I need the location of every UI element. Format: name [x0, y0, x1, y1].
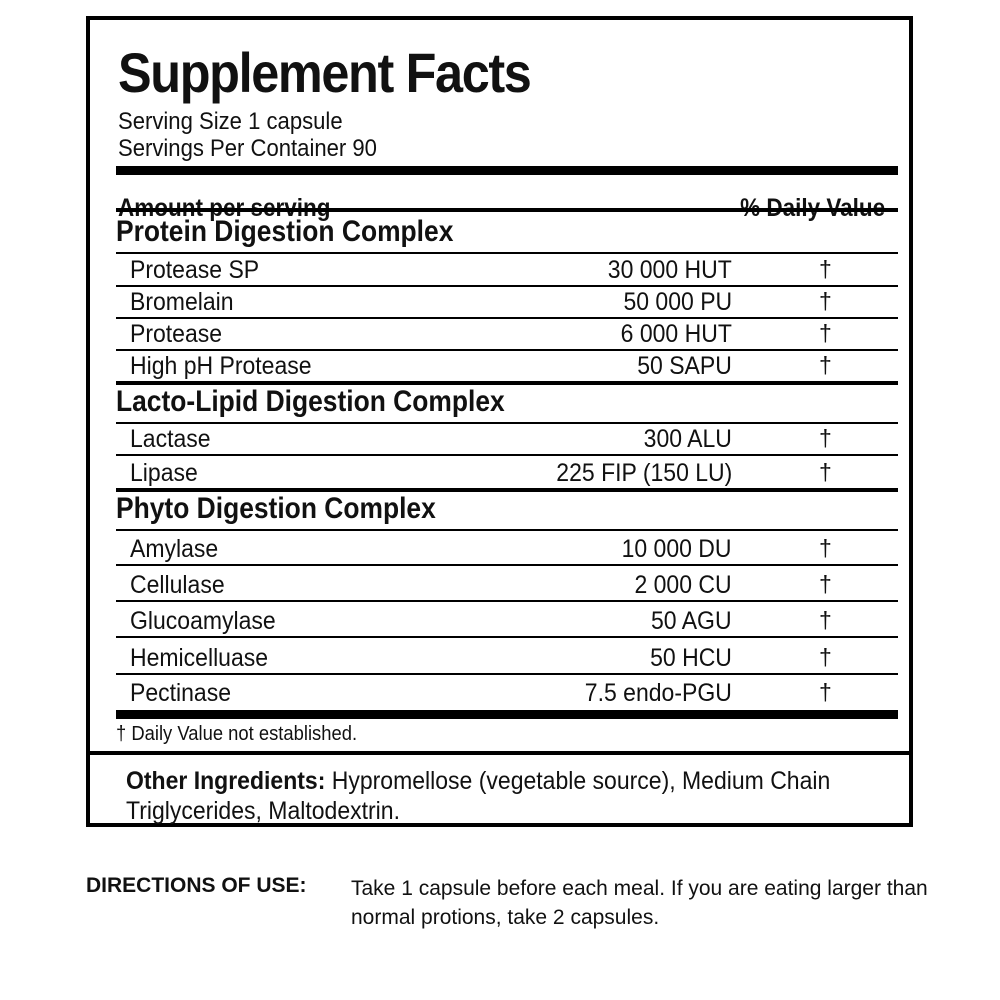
dagger-mark: † — [819, 571, 832, 597]
directions-text: Take 1 capsule before each meal. If you are eating larger than normal protions, take 2 capsules. — [351, 877, 928, 929]
servings-per-container: Servings Per Container 90 — [118, 135, 377, 162]
nutrient-amount: 6 000 HUT — [620, 320, 732, 348]
dagger-mark: † — [819, 459, 832, 485]
nutrient-row — [130, 566, 898, 600]
other-ingredients-text: Hypromellose (vegetable source), Medium Chain Triglycerides, Maltodextrin. — [126, 767, 831, 825]
nutrient-amount: 2 000 CU — [634, 571, 732, 599]
dagger-mark: † — [819, 535, 832, 561]
thick-rule-top — [116, 166, 898, 175]
group-title-phyto: Phyto Digestion Complex — [116, 492, 436, 525]
dagger-mark: † — [819, 644, 832, 670]
dagger-mark: † — [819, 288, 832, 314]
dagger-mark: † — [819, 256, 832, 282]
dagger-mark: † — [819, 679, 832, 705]
supplement-facts-panel — [86, 16, 913, 827]
dagger-mark: † — [819, 425, 832, 451]
nutrient-amount: 50 AGU — [651, 607, 732, 635]
nutrient-name: Bromelain — [130, 288, 234, 316]
nutrient-amount: 50 000 PU — [623, 288, 732, 316]
nutrient-amount: 225 FIP (150 LU) — [555, 459, 732, 487]
thick-rule-bottom — [116, 710, 898, 719]
nutrient-name: Amylase — [130, 535, 219, 563]
nutrient-name: Lipase — [130, 459, 198, 487]
nutrient-amount: 50 HCU — [650, 644, 732, 672]
nutrient-name: Protease — [130, 320, 223, 348]
nutrient-name: Pectinase — [130, 679, 232, 707]
other-ingredients-label: Other Ingredients: — [126, 767, 326, 795]
nutrient-name: Lactase — [130, 425, 211, 453]
group-title-lacto-lipid: Lacto-Lipid Digestion Complex — [116, 385, 505, 418]
panel-title: Supplement Facts — [118, 41, 531, 104]
header-rule — [116, 208, 898, 212]
nutrient-row — [130, 319, 898, 349]
nutrient-row — [130, 254, 898, 285]
nutrient-row — [130, 287, 898, 317]
nutrient-row — [130, 351, 898, 381]
nutrient-amount: 10 000 DU — [622, 535, 732, 563]
directions-label: DIRECTIONS OF USE: — [86, 874, 307, 897]
section-divider — [90, 751, 909, 755]
nutrient-row — [130, 531, 898, 564]
footnote: † Daily Value not established. — [116, 723, 358, 745]
nutrient-row — [130, 424, 898, 454]
nutrient-name: Hemicelluase — [130, 644, 269, 672]
dagger-mark: † — [819, 607, 832, 633]
nutrient-row — [130, 602, 898, 636]
nutrient-amount: 300 ALU — [643, 425, 732, 453]
group-title-protein: Protein Digestion Complex — [116, 215, 454, 248]
dagger-mark: † — [819, 320, 832, 346]
other-ingredients — [126, 766, 862, 826]
serving-size: Serving Size 1 capsule — [118, 108, 343, 135]
nutrient-name: Glucoamylase — [130, 607, 276, 635]
nutrient-row — [130, 456, 898, 488]
nutrient-row — [130, 675, 898, 708]
nutrient-name: Cellulase — [130, 571, 225, 599]
nutrient-amount: 50 SAPU — [637, 352, 732, 380]
nutrient-row — [130, 638, 898, 673]
dagger-mark: † — [819, 352, 832, 378]
nutrient-name: High pH Protease — [130, 352, 312, 380]
nutrient-amount: 7.5 endo-PGU — [584, 679, 732, 707]
nutrient-amount: 30 000 HUT — [607, 256, 732, 284]
nutrient-name: Protease SP — [130, 256, 260, 284]
